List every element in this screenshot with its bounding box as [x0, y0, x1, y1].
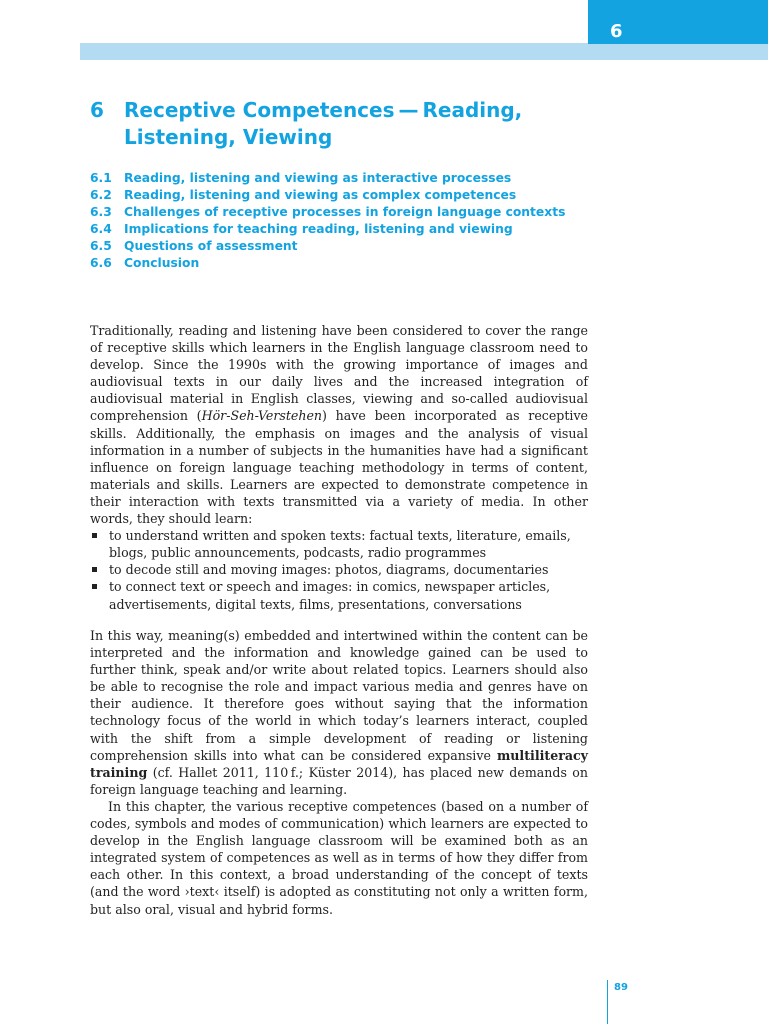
toc-item-number: 6.4 [90, 222, 112, 236]
toc-item-number: 6.1 [90, 171, 112, 185]
paragraph [90, 627, 588, 798]
toc-item-title: Implications for teaching reading, listening and viewing [124, 222, 513, 236]
toc-item-number: 6.5 [90, 239, 112, 253]
key-term: multiliteracy training [90, 747, 588, 780]
main-section [90, 627, 588, 918]
bullet-item: to decode still and moving images: photos, diagrams, documentaries [90, 561, 588, 578]
toc-item [90, 221, 590, 238]
bullet-list [90, 527, 588, 612]
chapter-contents [90, 170, 590, 272]
header-band [80, 43, 768, 60]
toc-item-title: Reading, listening and viewing as complex competences [124, 188, 517, 202]
italic-term: Hör-Seh-Verstehen [201, 408, 323, 424]
chapter-heading [90, 97, 590, 151]
toc-item-title: Conclusion [124, 256, 200, 270]
paragraph-text: ) have been incorporated as receptive skills. Additionally, the emphasis on images and the analysis of visual information in a number of subjects in the humanities have had a significant influence on foreign language teaching methodology in terms of content, materials and skills. Learners are expected to demonstrate competence in their interaction with texts transmitted via a variety of media. In other words, they should learn: [90, 408, 589, 527]
toc-item [90, 238, 590, 255]
toc-item [90, 187, 590, 204]
paragraph-text: (cf. Hallet 2011, 110 f.; Küster 2014), has placed new demands on foreign language teaching and learning. [90, 764, 588, 797]
toc-item-number: 6.3 [90, 205, 112, 219]
toc-item [90, 170, 590, 187]
chapter-heading-title: Receptive Competences — Reading, Listening, Viewing [124, 98, 523, 149]
bullet-item: to connect text or speech and images: in comics, newspaper articles, advertisements, digital texts, films, presentations, conversations [90, 578, 588, 612]
toc-item-title: Challenges of receptive processes in foreign language contexts [124, 205, 566, 219]
toc-item-number: 6.6 [90, 256, 112, 270]
chapter-heading-number: 6 [90, 98, 104, 122]
bullet-item: to understand written and spoken texts: factual texts, literature, emails, blogs, public announcements, podcasts, radio programmes [90, 527, 588, 561]
toc-item [90, 255, 590, 272]
page-number: 89 [614, 982, 628, 993]
toc-item-number: 6.2 [90, 188, 112, 202]
paragraph: In this chapter, the various receptive competences (based on a number of codes, symbols and modes of communication) which learners are expected to develop in the English language classroom will be examined both as an integrated system of competences as well as in terms of how they differ from each other. In this context, a broad understanding of the concept of texts (and the word ›text‹ itself) is adopted as constituting not only a written form, but also oral, visual and hybrid forms. [90, 798, 588, 917]
toc-item-title: Questions of assessment [124, 239, 298, 253]
chapter-tab [588, 0, 768, 44]
paragraph [90, 322, 588, 527]
toc-item-title: Reading, listening and viewing as interactive processes [124, 171, 512, 185]
paragraph-text: In this way, meaning(s) embedded and intertwined within the content can be interpreted and the information and knowledge gained can be used to further think, speak and/or write about related topics. Learners should also be able to recognise the role and impact various media and genres have on their audience. It therefore goes without saying that the information technology focus of the world in which today’s learners interact, coupled with the shift from a simple development of reading or listening comprehension skills into what can be considered expansive [90, 628, 588, 763]
paragraph-text: Traditionally, reading and listening have been considered to cover the range of receptive skills which learners in the English language classroom need to develop. Since the 1990s with the growing importance of images and audiovisual texts in our daily lives and the increased integration of audiovisual material in English classes, viewing and so-called audiovisual comprehension ( [90, 323, 588, 424]
page-number-rule [607, 980, 608, 1024]
chapter-tab-number: 6 [610, 21, 623, 42]
intro-section [90, 322, 588, 613]
toc-item [90, 204, 590, 221]
